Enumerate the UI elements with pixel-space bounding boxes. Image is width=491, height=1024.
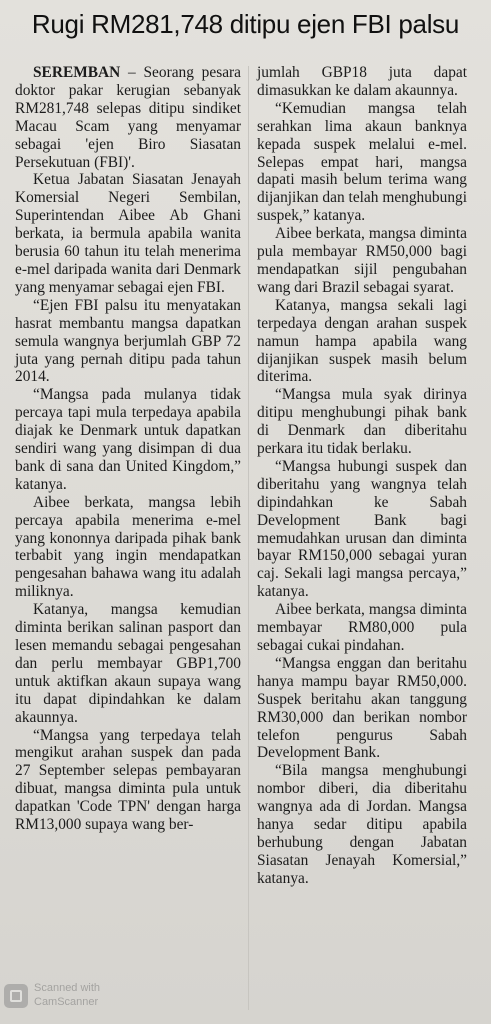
dateline: SEREMBAN (33, 64, 121, 81)
paragraph: “Mangsa enggan dan beritahu hanya mampu bayar RM50,000. Suspek beritahu akan tanggung RM30,000 dan berikan nombor telefon pengurus Sabah Development Bank. (257, 654, 467, 762)
paragraph: “Mangsa hubungi suspek dan diberitahu yang wangnya telah dipindahkan ke Sabah Development Bank bagi memudahkan urusan dan diminta bayar RM150,000 sebagai yuran caj. Sekali lagi mangsa percaya,” katanya. (257, 457, 467, 601)
article-column-right (257, 64, 467, 888)
headline: Rugi RM281,748 ditipu ejen FBI palsu (31, 9, 460, 39)
paragraph (15, 64, 241, 171)
paragraph: jumlah GBP18 juta dapat dimasukkan ke dalam akaunnya. (257, 64, 467, 99)
paragraph: “Mangsa mula syak dirinya ditipu menghubungi pihak bank di Denmark dan diberitahu perkara itu tidak berlaku. (257, 386, 467, 458)
watermark-line1: Scanned with (34, 982, 101, 994)
watermark-line2: CamScanner (34, 996, 99, 1008)
paragraph-text: – Seorang pesara doktor pakar kerugian sebanyak RM281,748 selepas ditipu sindiket Macau Scam yang menyamar sebagai 'ejen Biro Siasatan Persekutuan (FBI)'. (15, 64, 241, 171)
paragraph: Katanya, mangsa sekali lagi terpedaya dengan arahan suspek namun hampa apabila wang dijanjikan suspek masih belum diterima. (257, 296, 467, 386)
paragraph: “Kemudian mangsa telah serahkan lima akaun banknya kepada suspek melalui e-mel. Selepas empat hari, mangsa dapati masih belum terima wang dijanjikan dan telah menghubungi suspek,” katanya. (257, 99, 467, 225)
paragraph: Katanya, mangsa kemudian diminta berikan salinan pasport dan lesen memandu sebagai pengesahan dan perlu membayar GBP1,700 untuk aktifkan akaun supaya wang itu dapat dipindahkan ke dalam akaunnya. (15, 601, 241, 726)
article-column-left (15, 64, 241, 834)
camscanner-watermark (4, 982, 134, 1016)
camscanner-logo-icon (4, 984, 28, 1008)
paragraph: Aibee berkata, mangsa diminta membayar RM80,000 pula sebagai cukai pindahan. (257, 601, 467, 654)
paragraph: Aibee berkata, mangsa lebih percaya apabila menerima e-mel yang kononnya daripada pihak bank terbabit yang ingin mendapatkan pengesahan bahawa wang itu adalah miliknya. (15, 493, 241, 601)
paragraph: “Mangsa pada mulanya tidak percaya tapi mula terpedaya apabila diajak ke Denmark untuk dapatkan sendiri wang yang disimpan di dua bank di sana dan United Kingdom,” katanya. (15, 386, 241, 493)
paragraph: Aibee berkata, mangsa diminta pula membayar RM50,000 bagi mendapatkan sijil pengubahan wang dari Brazil sebagai syarat. (257, 225, 467, 296)
paragraph: Ketua Jabatan Siasatan Jenayah Komersial Negeri Sembilan, Superintendan Aibee Ab Ghani berkata, ia bermula apabila wanita berusia 60 tahun itu telah menerima e-mel daripada wanita dari Denmark yang menyamar sebagai ejen FBI. (15, 171, 241, 296)
paragraph: “Ejen FBI palsu itu menyatakan hasrat membantu mangsa dapatkan semula wangnya berjumlah GBP 72 juta yang pernah ditipu pada tahun 2014. (15, 296, 241, 386)
paragraph: “Mangsa yang terpedaya telah mengikut arahan suspek dan pada 27 September selepas pembayaran dibuat, mangsa diminta pula untuk dapatkan 'Code TPN' dengan harga RM13,000 supaya wang ber- (15, 726, 241, 834)
column-divider (248, 66, 249, 1010)
paragraph: “Bila mangsa menghubungi nombor diberi, dia diberitahu wangnya ada di Jordan. Mangsa hanya sedar ditipu apabila berhubung dengan Jabatan Siasatan Jenayah Komersial,” katanya. (257, 762, 467, 887)
